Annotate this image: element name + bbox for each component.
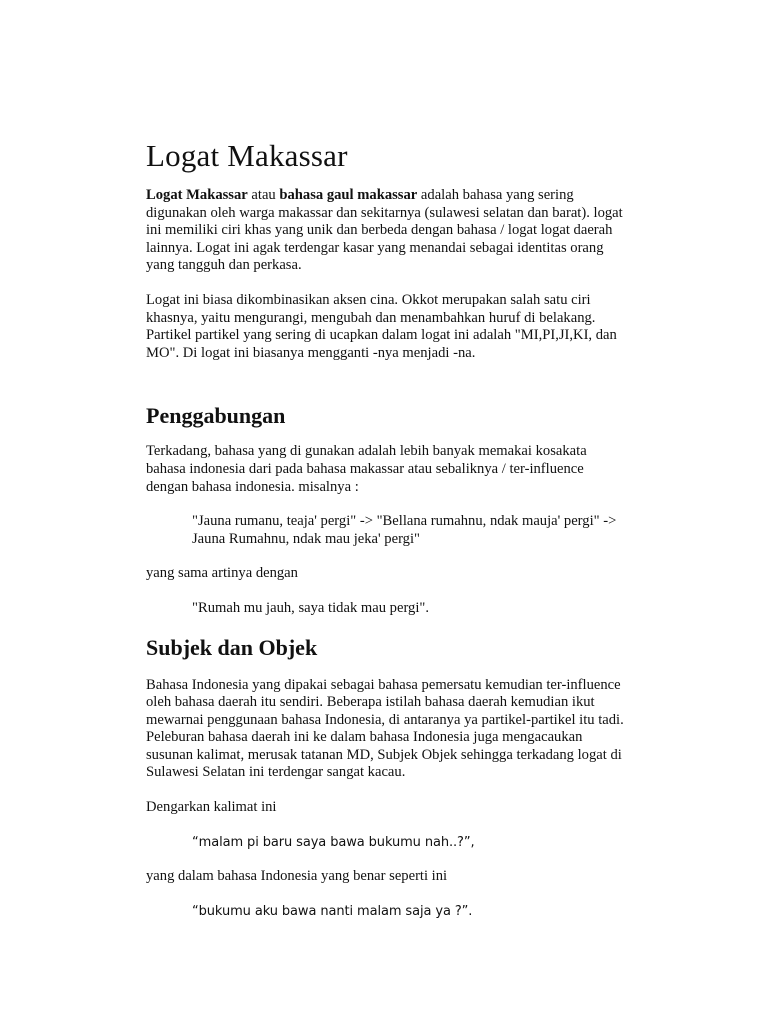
accent-line: MO". Di logat ini biasanya mengganti -nya menjadi -na. [146, 344, 476, 361]
accent-line: Partikel partikel yang sering di ucapkan dalam logat ini adalah "MI,PI,JI,KI, dan [146, 327, 617, 344]
page-title: Logat Makassar [146, 138, 348, 173]
intro-paragraph [146, 187, 666, 275]
listen-label: Dengarkan kalimat ini [146, 799, 277, 816]
intro-term-bahasa-gaul: bahasa gaul makassar [279, 187, 418, 203]
penggabungan-line: dengan bahasa indonesia. misalnya : [146, 478, 359, 495]
subjek-line: mewarnai penggunaan bahasa Indonesia, di antaranya ya partikel-partikel itu tadi. [146, 711, 624, 728]
intro-line-3: ini memiliki ciri khas yang unik dan berbeda dengan bahasa / logat logat daerah [146, 222, 613, 239]
subjek-paragraph [146, 677, 666, 783]
document-page [146, 137, 666, 920]
example-quote-line: Jauna Rumahnu, ndak mau jeka' pergi" [192, 530, 420, 547]
heading-subjek-dan-objek: Subjek dan Objek [146, 634, 318, 660]
subjek-line: Peleburan bahasa daerah ini ke dalam bahasa Indonesia juga mengacaukan [146, 729, 583, 746]
subjek-line: Bahasa Indonesia yang dipakai sebagai bahasa pemersatu kemudian ter-influence [146, 676, 621, 693]
accent-line: khasnya, yaitu mengurangi, mengubah dan menambahkan huruf di belakang. [146, 309, 596, 326]
penggabungan-paragraph [146, 443, 666, 496]
intro-line-5: yang tangguh dan perkasa. [146, 257, 302, 274]
intro-line-1-rest: adalah bahasa yang sering [420, 187, 574, 203]
correct-quote: “bukumu aku bawa nanti malam saja ya ?”. [192, 903, 473, 919]
example-quote-line: "Jauna rumanu, teaja' pergi" -> "Bellana rumahnu, ndak mauja' pergi" -> [192, 513, 617, 530]
intro-line-4: lainnya. Logat ini agak terdengar kasar yang menandai sebagai identitas orang [146, 239, 604, 256]
accent-line: Logat ini biasa dikombinasikan aksen cina. Okkot merupakan salah satu ciri [146, 291, 591, 308]
subjek-line: susunan kalimat, merusak tatanan MD, Subjek Objek sehingga terkadang logat di [146, 746, 622, 763]
intro-line-2: digunakan oleh warga makassar dan sekitarnya (sulawesi selatan dan barat). logat [146, 204, 623, 221]
meaning-label: yang sama artinya dengan [146, 565, 298, 582]
intro-connector: atau [251, 187, 276, 203]
listen-quote: “malam pi baru saya bawa bukumu nah..?”, [192, 834, 475, 850]
correct-label: yang dalam bahasa Indonesia yang benar seperti ini [146, 868, 448, 885]
subjek-line: oleh bahasa daerah itu sendiri. Beberapa istilah bahasa daerah kemudian ikut [146, 694, 595, 711]
subjek-line: Sulawesi Selatan ini terdengar sangat kacau. [146, 764, 406, 781]
intro-term-logat-makassar: Logat Makassar [146, 187, 248, 203]
example-quote [192, 513, 666, 548]
meaning-quote: "Rumah mu jauh, saya tidak mau pergi". [192, 599, 429, 616]
heading-penggabungan: Penggabungan [146, 403, 286, 429]
accent-paragraph [146, 292, 666, 362]
penggabungan-line: bahasa indonesia dari pada bahasa makassar atau sebaliknya / ter-influence [146, 460, 584, 477]
penggabungan-line: Terkadang, bahasa yang di gunakan adalah lebih banyak memakai kosakata [146, 443, 587, 460]
